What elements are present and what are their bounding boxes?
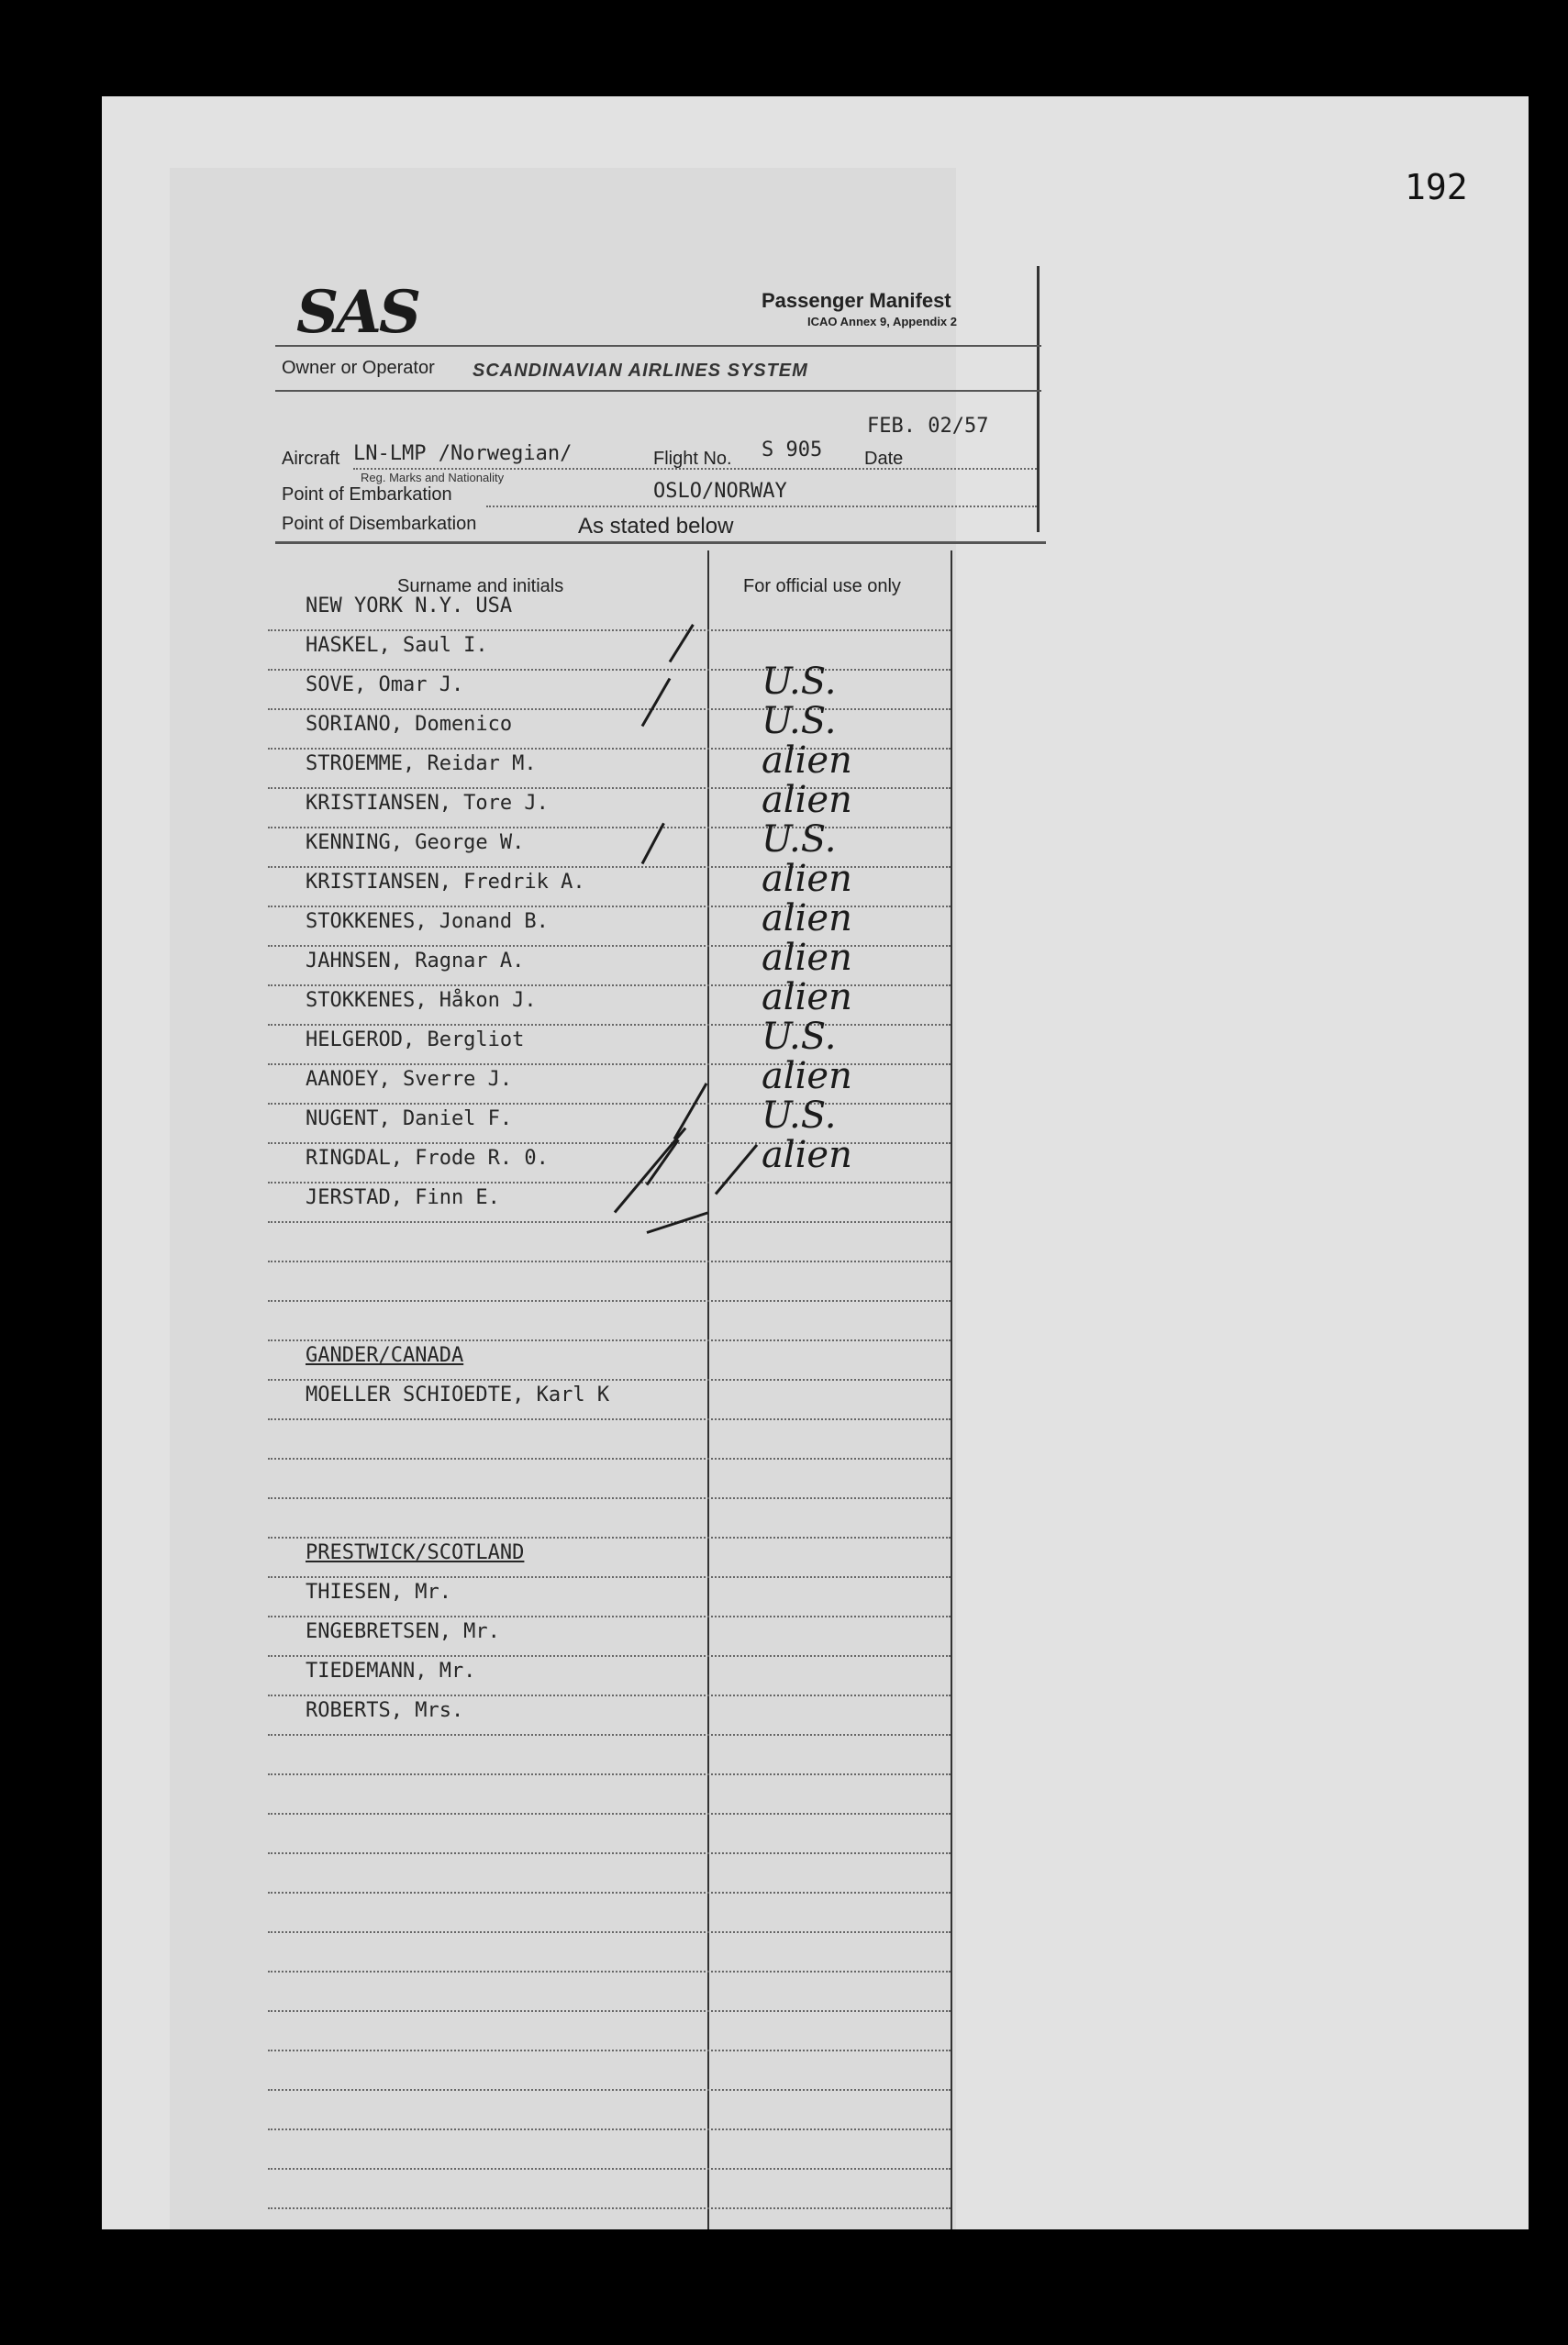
ruled-line: [268, 1497, 951, 1499]
ruled-line: [268, 1182, 951, 1184]
ruled-line: [268, 1576, 951, 1578]
ruled-line: [268, 2010, 951, 2012]
passenger-name: AANOEY, Sverre J.: [306, 1068, 513, 1091]
column-divider: [707, 550, 709, 2229]
ruled-line: [268, 1418, 951, 1420]
status-handwritten-mark: alien: [762, 739, 852, 782]
passenger-name: KENNING, George W.: [306, 831, 525, 854]
ruled-line: [268, 1300, 951, 1302]
ruled-line: [268, 2050, 951, 2051]
manifest-title: Passenger Manifest: [762, 289, 951, 312]
disembarkation-value: As stated below: [578, 514, 734, 539]
passenger-name: KRISTIANSEN, Fredrik A.: [306, 871, 585, 894]
ruled-line: [268, 669, 951, 671]
status-handwritten-mark: alien: [762, 1055, 852, 1097]
status-handwritten-mark: alien: [762, 779, 852, 821]
page-number: 192: [1405, 167, 1468, 207]
destination-heading: NEW YORK N.Y. USA: [306, 595, 513, 617]
passenger-name: TIEDEMANN, Mr.: [306, 1660, 476, 1683]
passenger-name: STROEMME, Reidar M.: [306, 752, 537, 775]
status-handwritten-mark: U.S.: [762, 818, 837, 861]
manifest-form: [170, 168, 956, 2229]
status-handwritten-mark: alien: [762, 1134, 852, 1176]
ruled-line: [268, 1931, 951, 1933]
status-handwritten-mark: U.S.: [762, 1095, 837, 1137]
passenger-name: ENGEBRETSEN, Mr.: [306, 1620, 500, 1643]
header-dotted-line: [353, 468, 1037, 470]
header-dotted-line: [486, 506, 1037, 507]
passenger-name: THIESEN, Mr.: [306, 1581, 451, 1604]
ruled-line: [268, 2089, 951, 2091]
passenger-name: HELGEROD, Bergliot: [306, 1028, 525, 1051]
form-right-border: [951, 550, 952, 2229]
passenger-name: STOKKENES, Håkon J.: [306, 989, 537, 1012]
passenger-name: ROBERTS, Mrs.: [306, 1699, 464, 1722]
ruled-line: [268, 1024, 951, 1026]
owner-value: SCANDINAVIAN AIRLINES SYSTEM: [473, 361, 808, 381]
ruled-line: [268, 1813, 951, 1815]
status-handwritten-mark: U.S.: [762, 661, 837, 703]
header-rule: [275, 390, 1041, 392]
ruled-line: [268, 1852, 951, 1854]
passenger-name: STOKKENES, Jonand B.: [306, 910, 549, 933]
ruled-line: [268, 1616, 951, 1617]
ruled-line: [268, 1458, 951, 1460]
disembarkation-label: Point of Disembarkation: [282, 514, 477, 534]
ruled-line: [268, 1339, 951, 1341]
surname-column-header: Surname and initials: [397, 576, 564, 596]
embarkation-value: OSLO/NORWAY: [653, 480, 787, 503]
ruled-line: [268, 1971, 951, 1973]
official-use-column-header: For official use only: [743, 576, 901, 596]
header-right-border: [1037, 266, 1045, 532]
date-label: Date: [864, 449, 904, 469]
header-rule: [275, 345, 1041, 347]
airline-logo: SAS: [296, 278, 419, 347]
date-value: FEB. 02/57: [867, 415, 989, 438]
aircraft-sublabel: Reg. Marks and Nationality: [361, 471, 505, 484]
ruled-line: [268, 2128, 951, 2130]
passenger-name: SORIANO, Domenico: [306, 713, 513, 736]
status-handwritten-mark: U.S.: [762, 1016, 837, 1058]
ruled-line: [268, 827, 951, 828]
passenger-name: NUGENT, Daniel F.: [306, 1107, 513, 1130]
passenger-name: KRISTIANSEN, Tore J.: [306, 792, 549, 815]
owner-label: Owner or Operator: [282, 358, 435, 378]
ruled-line: [268, 1103, 951, 1105]
status-handwritten-mark: alien: [762, 937, 852, 979]
ruled-line: [268, 1734, 951, 1736]
status-handwritten-mark: alien: [762, 976, 852, 1018]
ruled-line: [268, 1655, 951, 1657]
aircraft-value: LN-LMP /Norwegian/: [353, 442, 573, 465]
flight-label: Flight No.: [653, 449, 732, 469]
status-handwritten-mark: alien: [762, 897, 852, 939]
header-bottom-rule: [275, 541, 1046, 544]
flight-value: S 905: [762, 439, 823, 461]
ruled-line: [268, 2207, 951, 2209]
destination-heading: GANDER/CANADA: [306, 1344, 464, 1367]
passenger-name: MOELLER SCHIOEDTE, Karl K: [306, 1384, 610, 1406]
ruled-line: [268, 708, 951, 710]
passenger-name: JAHNSEN, Ragnar A.: [306, 950, 525, 972]
ruled-line: [268, 1221, 951, 1223]
aircraft-label: Aircraft: [282, 449, 340, 469]
passenger-name: HASKEL, Saul I.: [306, 634, 488, 657]
ruled-line: [268, 1537, 951, 1539]
destination-heading: PRESTWICK/SCOTLAND: [306, 1541, 525, 1564]
ruled-line: [268, 2168, 951, 2170]
ruled-line: [268, 1892, 951, 1894]
embarkation-label: Point of Embarkation: [282, 484, 452, 505]
status-handwritten-mark: U.S.: [762, 700, 837, 742]
ruled-line: [268, 1379, 951, 1381]
ruled-line: [268, 1773, 951, 1775]
passenger-name: SOVE, Omar J.: [306, 673, 464, 696]
ruled-line: [268, 629, 951, 631]
passenger-name: RINGDAL, Frode R. 0.: [306, 1147, 549, 1170]
status-handwritten-mark: alien: [762, 858, 852, 900]
ruled-line: [268, 1261, 951, 1262]
manifest-subtitle: ICAO Annex 9, Appendix 2: [807, 315, 958, 328]
passenger-name: JERSTAD, Finn E.: [306, 1186, 500, 1209]
ruled-line: [268, 1695, 951, 1696]
